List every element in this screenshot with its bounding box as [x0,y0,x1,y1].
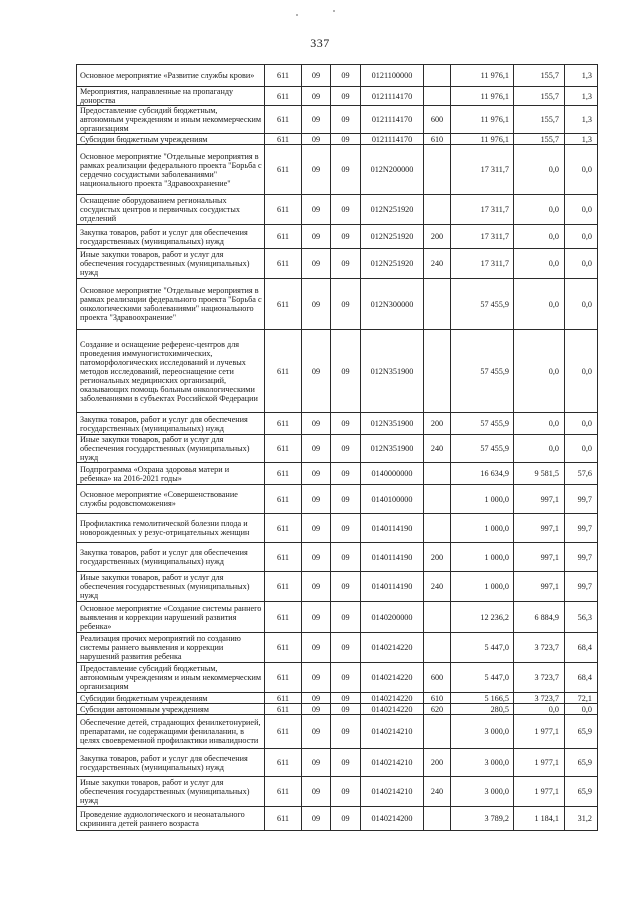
planned-amount-cell: 11 976,1 [451,65,514,87]
ministry-code-cell: 611 [265,807,302,831]
expense-type-cell [424,463,451,485]
table-row [77,195,598,225]
executed-amount-cell: 1 977,1 [514,777,565,807]
budget-item-name: Иные закупки товаров, работ и услуг для обеспечения государственных (муниципальных) нужд [77,572,265,602]
target-article-cell: 0121114170 [361,87,424,106]
ministry-code-cell: 611 [265,463,302,485]
executed-amount-cell: 0,0 [514,279,565,330]
budget-item-name: Субсидии бюджетным учреждениям [77,134,265,145]
planned-amount-cell: 3 000,0 [451,715,514,749]
scan-speck [296,14,298,16]
subsection-code-cell: 09 [331,749,361,777]
ministry-code-cell: 611 [265,279,302,330]
budget-item-name: Закупка товаров, работ и услуг для обеспечения государственных (муниципальных) нужд [77,413,265,435]
subsection-code-cell: 09 [331,145,361,195]
expense-type-cell: 240 [424,249,451,279]
table-row [77,106,598,134]
section-code-cell: 09 [302,777,331,807]
execution-percent-cell: 1,3 [565,87,598,106]
budget-table [76,64,598,831]
executed-amount-cell: 0,0 [514,249,565,279]
ministry-code-cell: 611 [265,715,302,749]
budget-item-name: Оснащение оборудованием региональных сосудистых центров и первичных сосудистых отделений [77,195,265,225]
expense-type-cell: 610 [424,693,451,704]
expense-type-cell: 600 [424,106,451,134]
table-row [77,65,598,87]
ministry-code-cell: 611 [265,249,302,279]
planned-amount-cell: 57 455,9 [451,435,514,463]
table-row [77,663,598,693]
section-code-cell: 09 [302,704,331,715]
planned-amount-cell: 1 000,0 [451,485,514,514]
ministry-code-cell: 611 [265,435,302,463]
target-article-cell: 0140200000 [361,602,424,633]
executed-amount-cell: 155,7 [514,134,565,145]
table-row [77,279,598,330]
executed-amount-cell: 9 581,5 [514,463,565,485]
planned-amount-cell: 5 447,0 [451,663,514,693]
ministry-code-cell: 611 [265,663,302,693]
executed-amount-cell: 0,0 [514,145,565,195]
section-code-cell: 09 [302,413,331,435]
execution-percent-cell: 99,7 [565,485,598,514]
expense-type-cell [424,145,451,195]
target-article-cell: 012N300000 [361,279,424,330]
execution-percent-cell: 65,9 [565,715,598,749]
target-article-cell: 012N251920 [361,225,424,249]
expense-type-cell [424,65,451,87]
budget-item-name: Реализация прочих мероприятий по созданию системы раннего выявления и коррекции нарушений развития ребенка [77,633,265,663]
ministry-code-cell: 611 [265,572,302,602]
planned-amount-cell: 11 976,1 [451,106,514,134]
execution-percent-cell: 0,0 [565,249,598,279]
planned-amount-cell: 16 634,9 [451,463,514,485]
subsection-code-cell: 09 [331,715,361,749]
budget-item-name: Субсидии автономным учреждениям [77,704,265,715]
planned-amount-cell: 5 447,0 [451,633,514,663]
ministry-code-cell: 611 [265,106,302,134]
budget-item-name: Закупка товаров, работ и услуг для обеспечения государственных (муниципальных) нужд [77,749,265,777]
execution-percent-cell: 99,7 [565,514,598,543]
executed-amount-cell: 1 977,1 [514,715,565,749]
execution-percent-cell: 1,3 [565,134,598,145]
budget-item-name: Профилактика гемолитической болезни плода и новорожденных у резус-отрицательных женщин [77,514,265,543]
execution-percent-cell: 0,0 [565,195,598,225]
budget-item-name: Основное мероприятие "Отдельные мероприятия в рамках реализации федерального проекта "Борьба с сердечно сосудистыми заболеваниями" национального проекта "Здравоохранение" [77,145,265,195]
execution-percent-cell: 99,7 [565,543,598,572]
executed-amount-cell: 0,0 [514,413,565,435]
table-row [77,249,598,279]
planned-amount-cell: 1 000,0 [451,572,514,602]
expense-type-cell [424,807,451,831]
executed-amount-cell: 1 977,1 [514,749,565,777]
expense-type-cell: 240 [424,777,451,807]
section-code-cell: 09 [302,87,331,106]
ministry-code-cell: 611 [265,413,302,435]
target-article-cell: 0140214220 [361,663,424,693]
expense-type-cell: 240 [424,435,451,463]
subsection-code-cell: 09 [331,463,361,485]
planned-amount-cell: 1 000,0 [451,514,514,543]
table-row [77,777,598,807]
planned-amount-cell: 11 976,1 [451,87,514,106]
planned-amount-cell: 17 311,7 [451,145,514,195]
target-article-cell: 0121100000 [361,65,424,87]
budget-item-name: Основное мероприятие "Отдельные мероприятия в рамках реализации федерального проекта "Борьба с онкологическими заболеваниями" национального проекта "Здравоохранение" [77,279,265,330]
subsection-code-cell: 09 [331,514,361,543]
expense-type-cell: 200 [424,225,451,249]
subsection-code-cell: 09 [331,249,361,279]
expense-type-cell [424,330,451,413]
target-article-cell: 0140214220 [361,633,424,663]
target-article-cell: 0140214220 [361,704,424,715]
budget-item-name: Проведение аудиологического и неонатального скрининга детей раннего возраста [77,807,265,831]
expense-type-cell [424,279,451,330]
expense-type-cell: 600 [424,663,451,693]
budget-item-name: Создание и оснащение референс-центров для проведения иммуногистохимических, патоморфологических исследований и лучевых методов исследований, переоснащение сети региональных медицинских организаций, оказывающих помощь больным онкологическими заболеваниями в субъектах Российской Федерации [77,330,265,413]
executed-amount-cell: 1 184,1 [514,807,565,831]
subsection-code-cell: 09 [331,543,361,572]
expense-type-cell: 200 [424,413,451,435]
section-code-cell: 09 [302,435,331,463]
expense-type-cell [424,633,451,663]
table-row [77,633,598,663]
subsection-code-cell: 09 [331,485,361,514]
budget-item-name: Предоставление субсидий бюджетным, автономным учреждениям и иным некоммерческим организациям [77,106,265,134]
budget-item-name: Закупка товаров, работ и услуг для обеспечения государственных (муниципальных) нужд [77,543,265,572]
execution-percent-cell: 31,2 [565,807,598,831]
executed-amount-cell: 997,1 [514,543,565,572]
subsection-code-cell: 09 [331,413,361,435]
table-row [77,435,598,463]
section-code-cell: 09 [302,572,331,602]
ministry-code-cell: 611 [265,134,302,145]
planned-amount-cell: 57 455,9 [451,413,514,435]
table-row [77,330,598,413]
execution-percent-cell: 0,0 [565,704,598,715]
table-row [77,413,598,435]
table-row [77,543,598,572]
planned-amount-cell: 17 311,7 [451,225,514,249]
subsection-code-cell: 09 [331,195,361,225]
executed-amount-cell: 155,7 [514,106,565,134]
subsection-code-cell: 09 [331,663,361,693]
target-article-cell: 012N251920 [361,249,424,279]
table-row [77,225,598,249]
execution-percent-cell: 0,0 [565,225,598,249]
section-code-cell: 09 [302,749,331,777]
executed-amount-cell: 0,0 [514,704,565,715]
page-number: 337 [310,36,330,50]
expense-type-cell: 240 [424,572,451,602]
budget-item-name: Мероприятия, направленные на пропаганду донорства [77,87,265,106]
budget-item-name: Иные закупки товаров, работ и услуг для обеспечения государственных (муниципальных) нужд [77,435,265,463]
section-code-cell: 09 [302,279,331,330]
section-code-cell: 09 [302,134,331,145]
executed-amount-cell: 155,7 [514,87,565,106]
expense-type-cell: 610 [424,134,451,145]
expense-type-cell [424,195,451,225]
budget-item-name: Основное мероприятие «Развитие службы крови» [77,65,265,87]
subsection-code-cell: 09 [331,777,361,807]
section-code-cell: 09 [302,485,331,514]
target-article-cell: 012N351900 [361,413,424,435]
executed-amount-cell: 0,0 [514,330,565,413]
section-code-cell: 09 [302,633,331,663]
expense-type-cell [424,87,451,106]
execution-percent-cell: 65,9 [565,777,598,807]
execution-percent-cell: 0,0 [565,145,598,195]
budget-item-name: Иные закупки товаров, работ и услуг для обеспечения государственных (муниципальных) нужд [77,249,265,279]
table-row [77,572,598,602]
table-row [77,463,598,485]
subsection-code-cell: 09 [331,106,361,134]
expense-type-cell [424,485,451,514]
target-article-cell: 012N351900 [361,435,424,463]
ministry-code-cell: 611 [265,65,302,87]
subsection-code-cell: 09 [331,225,361,249]
section-code-cell: 09 [302,663,331,693]
section-code-cell: 09 [302,807,331,831]
planned-amount-cell: 57 455,9 [451,330,514,413]
section-code-cell: 09 [302,693,331,704]
execution-percent-cell: 0,0 [565,330,598,413]
expense-type-cell: 620 [424,704,451,715]
subsection-code-cell: 09 [331,704,361,715]
section-code-cell: 09 [302,463,331,485]
table-row [77,715,598,749]
section-code-cell: 09 [302,106,331,134]
target-article-cell: 0140114190 [361,543,424,572]
budget-item-name: Субсидии бюджетным учреждениям [77,693,265,704]
planned-amount-cell: 280,5 [451,704,514,715]
budget-item-name: Закупка товаров, работ и услуг для обеспечения государственных (муниципальных) нужд [77,225,265,249]
executed-amount-cell: 3 723,7 [514,663,565,693]
execution-percent-cell: 0,0 [565,413,598,435]
subsection-code-cell: 09 [331,279,361,330]
ministry-code-cell: 611 [265,195,302,225]
planned-amount-cell: 17 311,7 [451,249,514,279]
planned-amount-cell: 3 000,0 [451,777,514,807]
table-row [77,704,598,715]
expense-type-cell: 200 [424,543,451,572]
planned-amount-cell: 12 236,2 [451,602,514,633]
table-row [77,807,598,831]
execution-percent-cell: 72,1 [565,693,598,704]
expense-type-cell [424,602,451,633]
target-article-cell: 012N351900 [361,330,424,413]
subsection-code-cell: 09 [331,633,361,663]
subsection-code-cell: 09 [331,435,361,463]
target-article-cell: 0140100000 [361,485,424,514]
section-code-cell: 09 [302,195,331,225]
execution-percent-cell: 65,9 [565,749,598,777]
execution-percent-cell: 68,4 [565,663,598,693]
ministry-code-cell: 611 [265,225,302,249]
subsection-code-cell: 09 [331,87,361,106]
planned-amount-cell: 5 166,5 [451,693,514,704]
executed-amount-cell: 3 723,7 [514,633,565,663]
table-row [77,514,598,543]
executed-amount-cell: 997,1 [514,485,565,514]
target-article-cell: 0140000000 [361,463,424,485]
subsection-code-cell: 09 [331,807,361,831]
budget-item-name: Обеспечение детей, страдающих фенилкетонурией, препаратами, не содержащими фенилаланин, в целях своевременной профилактики инвалидности [77,715,265,749]
target-article-cell: 0121114170 [361,134,424,145]
budget-item-name: Предоставление субсидий бюджетным, автономным учреждениям и иным некоммерческим организациям [77,663,265,693]
budget-item-name: Подпрограмма «Охрана здоровья матери и ребенка» на 2016-2021 годы» [77,463,265,485]
executed-amount-cell: 0,0 [514,195,565,225]
executed-amount-cell: 155,7 [514,65,565,87]
budget-item-name: Основное мероприятие «Совершенствование службы родовспоможения» [77,485,265,514]
section-code-cell: 09 [302,330,331,413]
target-article-cell: 0140214220 [361,693,424,704]
execution-percent-cell: 99,7 [565,572,598,602]
execution-percent-cell: 1,3 [565,106,598,134]
planned-amount-cell: 1 000,0 [451,543,514,572]
ministry-code-cell: 611 [265,145,302,195]
expense-type-cell [424,715,451,749]
section-code-cell: 09 [302,65,331,87]
table-body [77,65,598,831]
table-row [77,602,598,633]
executed-amount-cell: 0,0 [514,435,565,463]
budget-item-name: Основное мероприятие «Создание системы раннего выявления и коррекции нарушений развития ребенка» [77,602,265,633]
executed-amount-cell: 997,1 [514,572,565,602]
planned-amount-cell: 3 000,0 [451,749,514,777]
target-article-cell: 0140214210 [361,715,424,749]
section-code-cell: 09 [302,543,331,572]
target-article-cell: 0140214200 [361,807,424,831]
section-code-cell: 09 [302,225,331,249]
planned-amount-cell: 3 789,2 [451,807,514,831]
planned-amount-cell: 11 976,1 [451,134,514,145]
ministry-code-cell: 611 [265,602,302,633]
budget-item-name: Иные закупки товаров, работ и услуг для обеспечения государственных (муниципальных) нужд [77,777,265,807]
target-article-cell: 0140114190 [361,572,424,602]
table-row [77,134,598,145]
ministry-code-cell: 611 [265,749,302,777]
execution-percent-cell: 57,6 [565,463,598,485]
scan-speck [333,10,335,12]
table-row [77,87,598,106]
target-article-cell: 0140114190 [361,514,424,543]
ministry-code-cell: 611 [265,693,302,704]
execution-percent-cell: 1,3 [565,65,598,87]
expense-type-cell: 200 [424,749,451,777]
ministry-code-cell: 611 [265,485,302,514]
table-row [77,485,598,514]
target-article-cell: 012N251920 [361,195,424,225]
execution-percent-cell: 68,4 [565,633,598,663]
target-article-cell: 012N200000 [361,145,424,195]
subsection-code-cell: 09 [331,134,361,145]
table-row [77,693,598,704]
ministry-code-cell: 611 [265,633,302,663]
executed-amount-cell: 3 723,7 [514,693,565,704]
subsection-code-cell: 09 [331,693,361,704]
subsection-code-cell: 09 [331,330,361,413]
ministry-code-cell: 611 [265,543,302,572]
planned-amount-cell: 17 311,7 [451,195,514,225]
ministry-code-cell: 611 [265,87,302,106]
section-code-cell: 09 [302,145,331,195]
target-article-cell: 0140214210 [361,749,424,777]
subsection-code-cell: 09 [331,602,361,633]
subsection-code-cell: 09 [331,65,361,87]
ministry-code-cell: 611 [265,330,302,413]
execution-percent-cell: 0,0 [565,279,598,330]
ministry-code-cell: 611 [265,704,302,715]
section-code-cell: 09 [302,715,331,749]
execution-percent-cell: 0,0 [565,435,598,463]
target-article-cell: 0121114170 [361,106,424,134]
ministry-code-cell: 611 [265,777,302,807]
executed-amount-cell: 997,1 [514,514,565,543]
table-row [77,145,598,195]
executed-amount-cell: 6 884,9 [514,602,565,633]
section-code-cell: 09 [302,602,331,633]
table-row [77,749,598,777]
section-code-cell: 09 [302,514,331,543]
executed-amount-cell: 0,0 [514,225,565,249]
target-article-cell: 0140214210 [361,777,424,807]
expense-type-cell [424,514,451,543]
subsection-code-cell: 09 [331,572,361,602]
ministry-code-cell: 611 [265,514,302,543]
planned-amount-cell: 57 455,9 [451,279,514,330]
execution-percent-cell: 56,3 [565,602,598,633]
section-code-cell: 09 [302,249,331,279]
